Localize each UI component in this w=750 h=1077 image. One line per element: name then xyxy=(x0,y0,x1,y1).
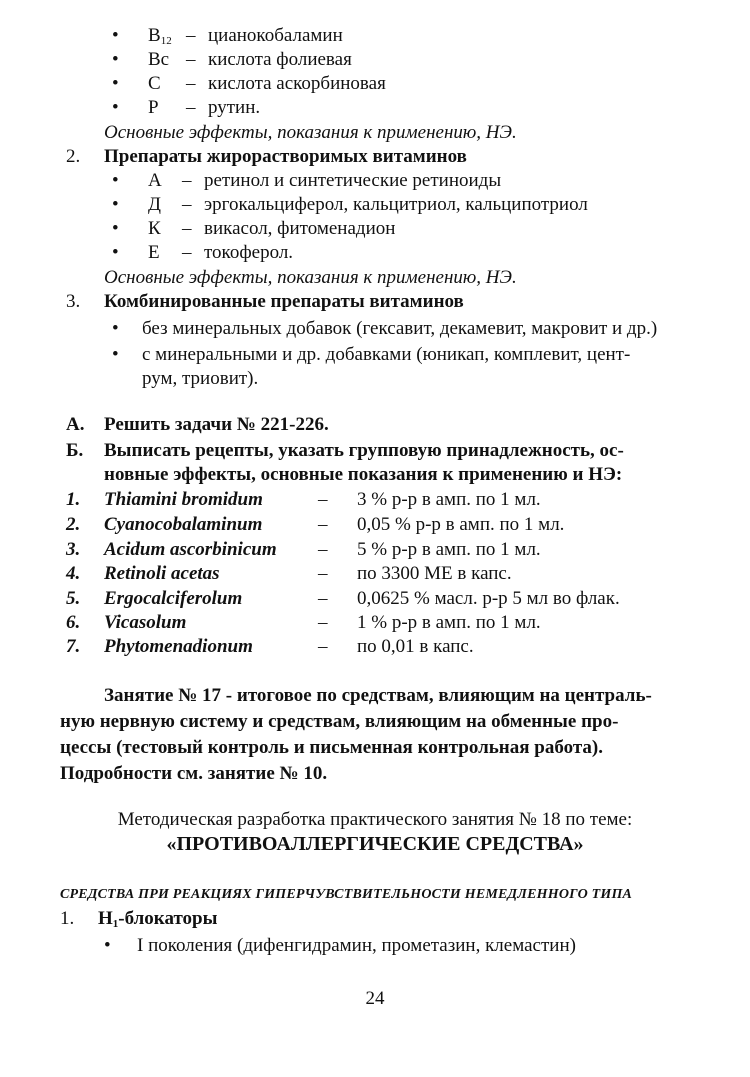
vitamin-dash: – xyxy=(182,194,192,215)
section-number: 1. xyxy=(60,908,75,929)
rx-dash: – xyxy=(318,612,328,633)
lesson17-line: Занятие № 17 - итоговое по средствам, влияющим на централь- xyxy=(104,685,652,706)
rx-number: 3. xyxy=(66,539,81,560)
task-label: Б. xyxy=(66,440,84,461)
bullet: • xyxy=(112,194,119,215)
rx-form: 3 % р-р в амп. по 1 мл. xyxy=(357,489,541,510)
bullet: • xyxy=(112,73,119,94)
vitamin-letter: E xyxy=(148,242,160,263)
bullet: • xyxy=(112,242,119,263)
rx-dash: – xyxy=(318,489,328,510)
rx-dash: – xyxy=(318,636,328,657)
vitamin-name: викасол, фитоменадион xyxy=(204,218,396,239)
vitamin-name: кислота аскорбиновая xyxy=(208,73,386,94)
h1-item: I поколения (дифенгидрамин, прометазин, клемастин) xyxy=(137,935,576,956)
lesson17-line: цессы (тестовый контроль и письменная контрольная работа). xyxy=(60,737,603,758)
effects-note: Основные эффекты, показания к применению, НЭ. xyxy=(104,122,517,143)
rx-dash: – xyxy=(318,563,328,584)
vitamin-dash: – xyxy=(182,218,192,239)
subheading: СРЕДСТВА ПРИ РЕАКЦИЯХ ГИПЕРЧУВСТВИТЕЛЬНОСТИ НЕМЕДЛЕННОГО ТИПА xyxy=(60,887,633,902)
vitamin-letter: $B_{12}$ xyxy=(148,25,172,47)
vitamin-dash: – xyxy=(186,49,196,70)
lesson17-line: ную нервную систему и средствам, влияющим на обменные про- xyxy=(60,711,619,732)
vitamin-letter: Д xyxy=(148,194,161,215)
rx-form: по 0,01 в капс. xyxy=(357,636,474,657)
rx-number: 2. xyxy=(66,514,81,535)
vitamin-letter: Bc xyxy=(148,49,170,70)
combined-item-cont: рум, триовит). xyxy=(142,368,259,389)
vitamin-dash: – xyxy=(186,73,196,94)
section-title: Препараты жирорастворимых витаминов xyxy=(104,146,467,167)
effects-note: Основные эффекты, показания к применению, НЭ. xyxy=(104,267,517,288)
combined-item: без минеральных добавок (гексавит, декамевит, макровит и др.) xyxy=(142,318,658,339)
rx-number: 7. xyxy=(66,636,81,657)
bullet: • xyxy=(104,935,111,956)
section-number: 3. xyxy=(66,291,81,312)
vitamin-letter: К xyxy=(148,218,161,239)
rx-name: Thiamini bromidum xyxy=(104,489,263,510)
rx-dash: – xyxy=(318,588,328,609)
vitamin-name: кислота фолиевая xyxy=(208,49,352,70)
vitamin-letter: A xyxy=(148,170,162,191)
task-label: А. xyxy=(66,414,85,435)
vitamin-name: ретинол и синтетические ретиноиды xyxy=(204,170,502,191)
rx-name: Phytomenadionum xyxy=(104,636,253,657)
method-line: Методическая разработка практического занятия № 18 по теме: xyxy=(117,809,633,830)
bullet: • xyxy=(112,318,119,339)
rx-form: 5 % р-р в амп. по 1 мл. xyxy=(357,539,541,560)
lesson17-line: Подробности см. занятие № 10. xyxy=(60,763,328,784)
rx-name: Cyanocobalaminum xyxy=(104,514,263,535)
page-number: 24 xyxy=(365,988,385,1009)
combined-item: с минеральными и др. добавками (юникап, комплевит, цент- xyxy=(142,344,631,365)
vitamin-dash: – xyxy=(186,25,196,46)
bullet: • xyxy=(112,218,119,239)
bullet: • xyxy=(112,97,119,118)
bullet: • xyxy=(112,49,119,70)
section-number: 2. xyxy=(66,146,81,167)
vitamin-name: токоферол. xyxy=(204,242,294,263)
rx-number: 1. xyxy=(66,489,81,510)
vitamin-name: цианокобаламин xyxy=(208,25,343,46)
section-title: Комбинированные препараты витаминов xyxy=(104,291,464,312)
bullet: • xyxy=(112,170,119,191)
bullet: • xyxy=(112,25,119,46)
rx-number: 4. xyxy=(66,563,81,584)
section-title: $H_1$-блокаторы xyxy=(98,908,218,930)
rx-number: 6. xyxy=(66,612,81,633)
vitamin-dash: – xyxy=(186,97,196,118)
vitamin-dash: – xyxy=(182,170,192,191)
topic-title: «ПРОТИВОАЛЛЕРГИЧЕСКИЕ СРЕДСТВА» xyxy=(166,833,584,855)
task-text: Решить задачи № 221-226. xyxy=(104,414,329,435)
vitamin-dash: – xyxy=(182,242,192,263)
rx-dash: – xyxy=(318,514,328,535)
rx-name: Acidum ascorbinicum xyxy=(104,539,277,560)
bullet: • xyxy=(112,344,119,365)
rx-form: 0,0625 % масл. р-р 5 мл во флак. xyxy=(357,588,620,609)
rx-dash: – xyxy=(318,539,328,560)
rx-name: Vicasolum xyxy=(104,612,187,633)
vitamin-name: рутин. xyxy=(208,97,261,118)
rx-form: 0,05 % р-р в амп. по 1 мл. xyxy=(357,514,565,535)
rx-number: 5. xyxy=(66,588,81,609)
vitamin-letter: C xyxy=(148,73,161,94)
rx-name: Ergocalciferolum xyxy=(104,588,243,609)
task-text-cont: новные эффекты, основные показания к применению и НЭ: xyxy=(104,464,623,485)
rx-form: 1 % р-р в амп. по 1 мл. xyxy=(357,612,541,633)
vitamin-name: эргокальциферол, кальцитриол, кальципотриол xyxy=(204,194,588,215)
task-text: Выписать рецепты, указать групповую принадлежность, ос- xyxy=(104,440,624,461)
rx-form: по 3300 МЕ в капс. xyxy=(357,563,512,584)
vitamin-letter: P xyxy=(148,97,159,118)
rx-name: Retinoli acetas xyxy=(104,563,220,584)
